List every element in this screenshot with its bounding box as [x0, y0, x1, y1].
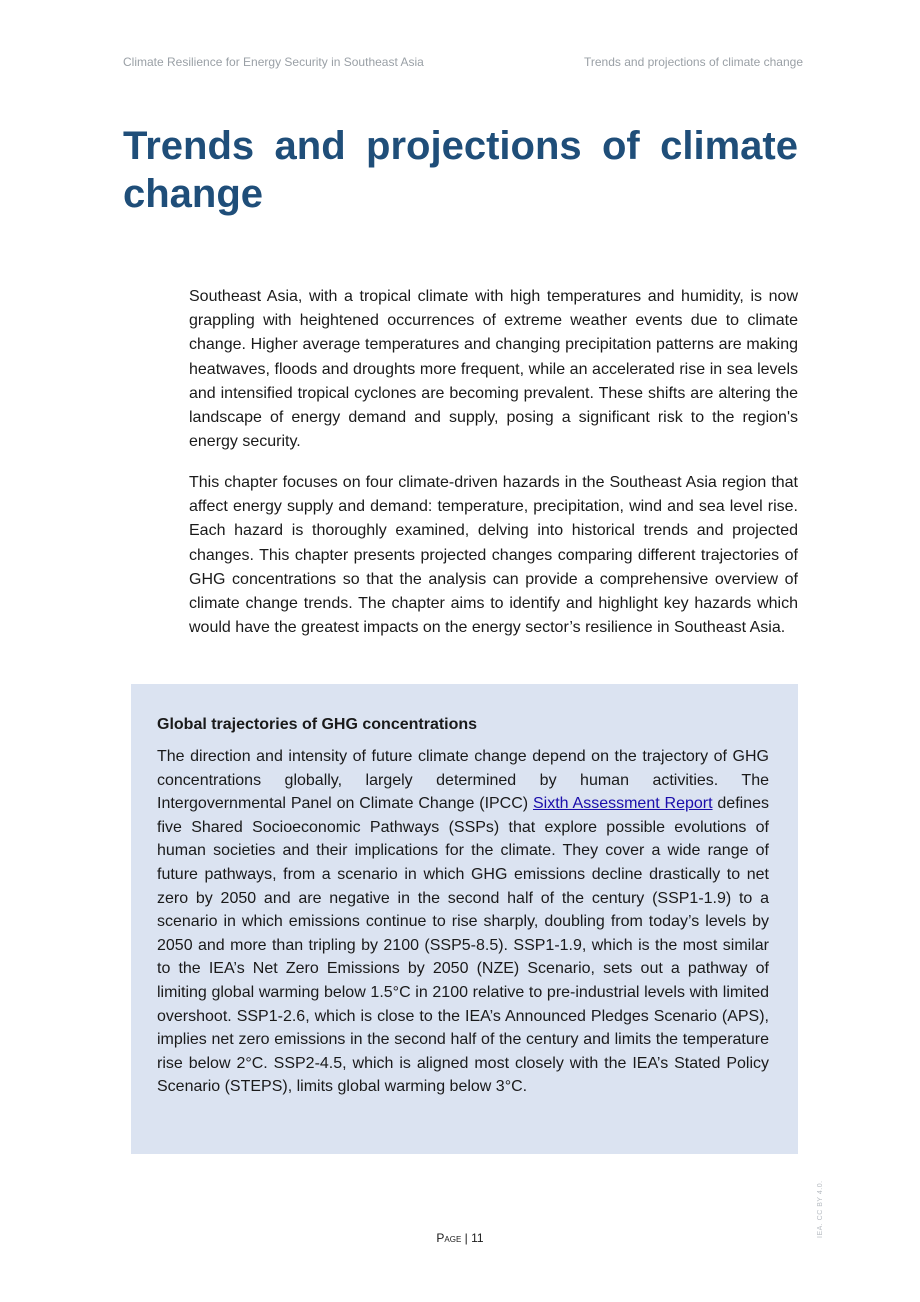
license-note: IEA. CC BY 4.0.: [817, 1180, 824, 1238]
info-box-text-part-2: defines five Shared Socioeconomic Pathways (SSPs) that explore possible evolutions of human societies and their implications for the climate. They cover a wide range of future pathways, from a scenario in which GHG emissions decline drastically to net zero by 2050 and are negative in the second half of the century (SSP1-1.9) to a scenario in which emissions continue to rise sharply, doubling from today’s levels by 2050 and more than tripling by 2100 (SSP5-8.5). SSP1-1.9, which is the most similar to the IEA’s Net Zero Emissions by 2050 (NZE) Scenario, sets out a pathway of limiting global warming below 1.5°C in 2100 relative to pre-industrial levels with limited overshoot. SSP1-2.6, which is close to the IEA’s Announced Pledges Scenario (APS), implies net zero emissions in the second half of the century and limits the temperature rise below 2°C. SSP2-4.5, which is aligned most closely with the IEA’s Stated Policy Scenario (STEPS), limits global warming below 3°C.: [157, 795, 769, 1096]
page-label: Page: [436, 1231, 462, 1245]
page-number: 11: [471, 1231, 484, 1245]
chapter-title: Trends and projections of climate change: [123, 124, 798, 216]
page-footer: [0, 1231, 920, 1245]
info-box-text-part-1: The direction and intensity of future climate change depend on the trajectory of GHG concentrations globally, largely determined by human activities. The Intergovernmental Panel on Climate Change (IPCC): [157, 748, 769, 813]
info-box-title: Global trajectories of GHG concentrations: [157, 716, 478, 733]
body-paragraph-2: This chapter focuses on four climate-driven hazards in the Southeast Asia region that affect energy supply and demand: temperature, precipitation, wind and sea level rise. Each hazard is thoroughly examined, delving into historical trends and projected changes. This chapter presents projected changes comparing different trajectories of GHG concentrations so that the analysis can provide a comprehensive overview of climate change trends. The chapter aims to identify and highlight key hazards which would have the greatest impacts on the energy sector’s resilience in Southeast Asia.: [189, 474, 798, 637]
info-box-text: [157, 745, 769, 1099]
header-chapter-title: Trends and projections of climate change: [583, 55, 803, 69]
running-header: [123, 55, 803, 69]
sixth-assessment-report-link[interactable]: Sixth Assessment Report: [532, 795, 713, 813]
body-paragraph-1: Southeast Asia, with a tropical climate with high temperatures and humidity, is now grappling with heightened occurrences of extreme weather events due to climate change. Higher average temperatures and changing precipitation patterns are making heatwaves, floods and droughts more frequent, while an accelerated rise in sea levels and intensified tropical cyclones are becoming prevalent. These shifts are altering the landscape of energy demand and supply, posing a significant risk to the region's energy security.: [189, 288, 798, 451]
page-separator: |: [461, 1231, 472, 1245]
header-document-title: Climate Resilience for Energy Security in Southeast Asia: [123, 55, 424, 69]
